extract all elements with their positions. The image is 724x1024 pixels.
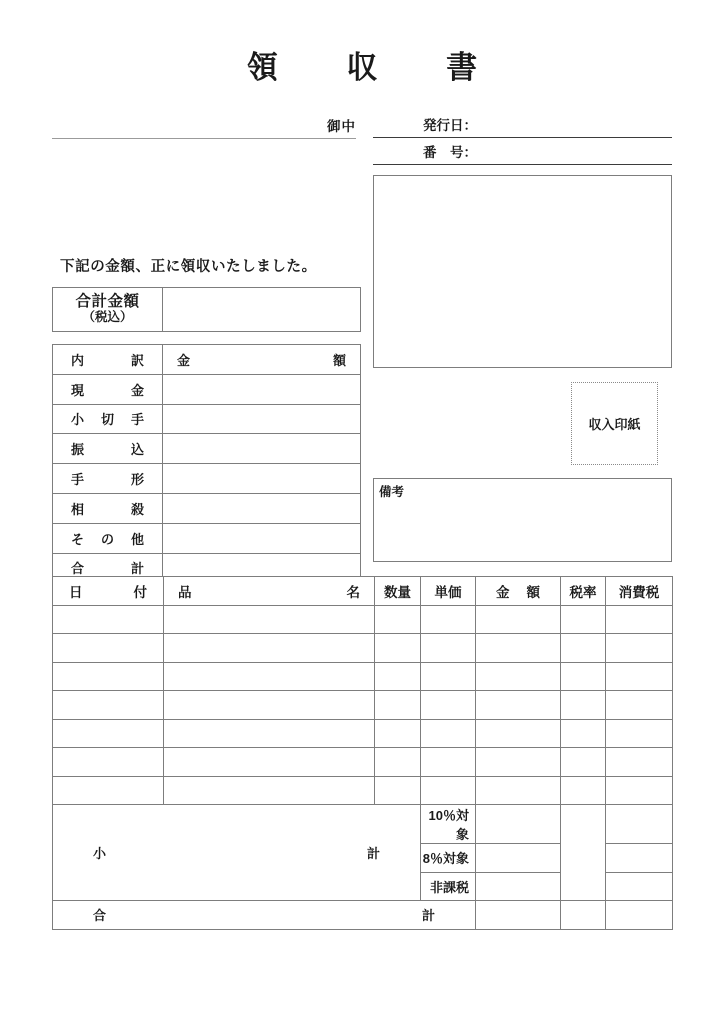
- item-amount[interactable]: [476, 748, 561, 777]
- subtotal-rate-label-10: 10％対象: [421, 805, 476, 844]
- column-header-date: 日 付: [53, 577, 164, 606]
- item-tax-rate[interactable]: [561, 605, 606, 634]
- breakdown-header-item: 内 訳: [53, 345, 163, 375]
- table-row: [53, 662, 673, 691]
- addressee-field[interactable]: [52, 110, 356, 139]
- item-tax[interactable]: [606, 748, 673, 777]
- table-header-row: [53, 577, 673, 606]
- breakdown-label-offset: 相 殺: [53, 493, 163, 523]
- table-row: [53, 523, 361, 553]
- addressee-label: 御中: [327, 119, 356, 134]
- breakdown-value-other[interactable]: [163, 523, 361, 553]
- item-date[interactable]: [53, 691, 164, 720]
- breakdown-value-check[interactable]: [163, 404, 361, 434]
- item-tax[interactable]: [606, 662, 673, 691]
- item-date[interactable]: [53, 776, 164, 805]
- remarks-box[interactable]: [373, 478, 672, 562]
- item-tax-rate[interactable]: [561, 691, 606, 720]
- total-amount-label-cell: [53, 288, 163, 332]
- subtotal-tax-10[interactable]: [606, 805, 673, 844]
- item-amount[interactable]: [476, 691, 561, 720]
- item-unit-price[interactable]: [421, 605, 476, 634]
- item-name[interactable]: [164, 691, 375, 720]
- item-tax-rate[interactable]: [561, 748, 606, 777]
- item-unit-price[interactable]: [421, 662, 476, 691]
- subtotal-rate-label-8: 8％対象: [421, 844, 476, 873]
- subtotal-tax-8[interactable]: [606, 844, 673, 873]
- item-name[interactable]: [164, 776, 375, 805]
- subtotal-amount-8[interactable]: [476, 844, 561, 873]
- column-header-tax-rate: 税率: [561, 577, 606, 606]
- item-date[interactable]: [53, 662, 164, 691]
- item-tax-rate[interactable]: [561, 634, 606, 663]
- item-unit-price[interactable]: [421, 748, 476, 777]
- breakdown-value-bill[interactable]: [163, 464, 361, 494]
- total-amount-sublabel: （税込）: [82, 310, 133, 325]
- item-qty[interactable]: [375, 691, 421, 720]
- subtotal-amount-10[interactable]: [476, 805, 561, 844]
- issuer-info-box[interactable]: [373, 175, 672, 368]
- grand-total-tax[interactable]: [606, 901, 673, 930]
- breakdown-label-cash: 現 金: [53, 374, 163, 404]
- item-tax[interactable]: [606, 776, 673, 805]
- column-header-tax: 消費税: [606, 577, 673, 606]
- breakdown-label-bill: 手 形: [53, 464, 163, 494]
- item-qty[interactable]: [375, 605, 421, 634]
- receipt-statement: 下記の金額、正に領収いたしました。: [60, 259, 317, 275]
- breakdown-label-total: 合 計: [53, 553, 163, 583]
- item-tax[interactable]: [606, 634, 673, 663]
- page-title: 領 収 書: [246, 50, 508, 85]
- subtotal-rate-label-exempt: 非課税: [421, 872, 476, 901]
- subtotal-amount-exempt[interactable]: [476, 872, 561, 901]
- table-row: [53, 691, 673, 720]
- breakdown-value-cash[interactable]: [163, 374, 361, 404]
- table-row: [53, 434, 361, 464]
- total-amount-label: 合計金額: [75, 292, 140, 310]
- item-date[interactable]: [53, 605, 164, 634]
- item-name[interactable]: [164, 662, 375, 691]
- item-qty[interactable]: [375, 719, 421, 748]
- item-amount[interactable]: [476, 605, 561, 634]
- item-name[interactable]: [164, 634, 375, 663]
- item-amount[interactable]: [476, 719, 561, 748]
- subtotal-tax-rate-cell[interactable]: [561, 805, 606, 901]
- breakdown-value-offset[interactable]: [163, 493, 361, 523]
- grand-total-tax-rate[interactable]: [561, 901, 606, 930]
- breakdown-header-amount: 金 額: [163, 345, 361, 375]
- breakdown-label-other: その他: [53, 523, 163, 553]
- item-unit-price[interactable]: [421, 634, 476, 663]
- item-qty[interactable]: [375, 662, 421, 691]
- breakdown-label-check: 小切手: [53, 404, 163, 434]
- item-tax[interactable]: [606, 691, 673, 720]
- total-amount-table: [52, 287, 361, 332]
- item-tax-rate[interactable]: [561, 776, 606, 805]
- revenue-stamp-box[interactable]: [571, 382, 658, 465]
- line-items-table: [52, 576, 673, 930]
- item-unit-price[interactable]: [421, 719, 476, 748]
- item-qty[interactable]: [375, 776, 421, 805]
- table-header-row: [53, 345, 361, 375]
- item-tax[interactable]: [606, 605, 673, 634]
- item-unit-price[interactable]: [421, 776, 476, 805]
- grand-total-amount[interactable]: [476, 901, 561, 930]
- item-unit-price[interactable]: [421, 691, 476, 720]
- breakdown-value-transfer[interactable]: [163, 434, 361, 464]
- item-qty[interactable]: [375, 748, 421, 777]
- column-header-unit-price: 単価: [421, 577, 476, 606]
- table-row: [53, 719, 673, 748]
- subtotal-row-10: [53, 805, 673, 844]
- item-name[interactable]: [164, 605, 375, 634]
- issue-date-field[interactable]: [373, 110, 672, 138]
- item-qty[interactable]: [375, 634, 421, 663]
- revenue-stamp-label: 収入印紙: [588, 417, 641, 432]
- table-row: [53, 605, 673, 634]
- item-amount[interactable]: [476, 662, 561, 691]
- subtotal-tax-exempt[interactable]: [606, 872, 673, 901]
- issue-date-label: 発行日：: [423, 118, 477, 133]
- table-row: [53, 493, 361, 523]
- item-name[interactable]: [164, 748, 375, 777]
- table-row: [53, 776, 673, 805]
- table-row: [53, 634, 673, 663]
- table-row: [53, 288, 361, 332]
- payment-breakdown-table: [52, 344, 361, 583]
- item-name[interactable]: [164, 719, 375, 748]
- total-amount-value-cell[interactable]: [163, 288, 361, 332]
- remarks-label: 備考: [379, 485, 405, 499]
- grand-total-row: [53, 901, 673, 930]
- table-row: [53, 404, 361, 434]
- item-amount[interactable]: [476, 776, 561, 805]
- column-header-qty: 数量: [375, 577, 421, 606]
- receipt-number-field[interactable]: [373, 137, 672, 165]
- receipt-number-label: 番 号：: [423, 145, 477, 160]
- item-date[interactable]: [53, 719, 164, 748]
- item-tax-rate[interactable]: [561, 662, 606, 691]
- column-header-name: 品 名: [164, 577, 375, 606]
- table-row: [53, 748, 673, 777]
- column-header-amount: 金 額: [476, 577, 561, 606]
- item-tax-rate[interactable]: [561, 719, 606, 748]
- table-row: [53, 464, 361, 494]
- subtotal-label: 小 計: [53, 805, 421, 901]
- item-tax[interactable]: [606, 719, 673, 748]
- grand-total-label: 合 計: [53, 901, 476, 930]
- breakdown-label-transfer: 振 込: [53, 434, 163, 464]
- item-date[interactable]: [53, 634, 164, 663]
- table-row: [53, 374, 361, 404]
- item-date[interactable]: [53, 748, 164, 777]
- item-amount[interactable]: [476, 634, 561, 663]
